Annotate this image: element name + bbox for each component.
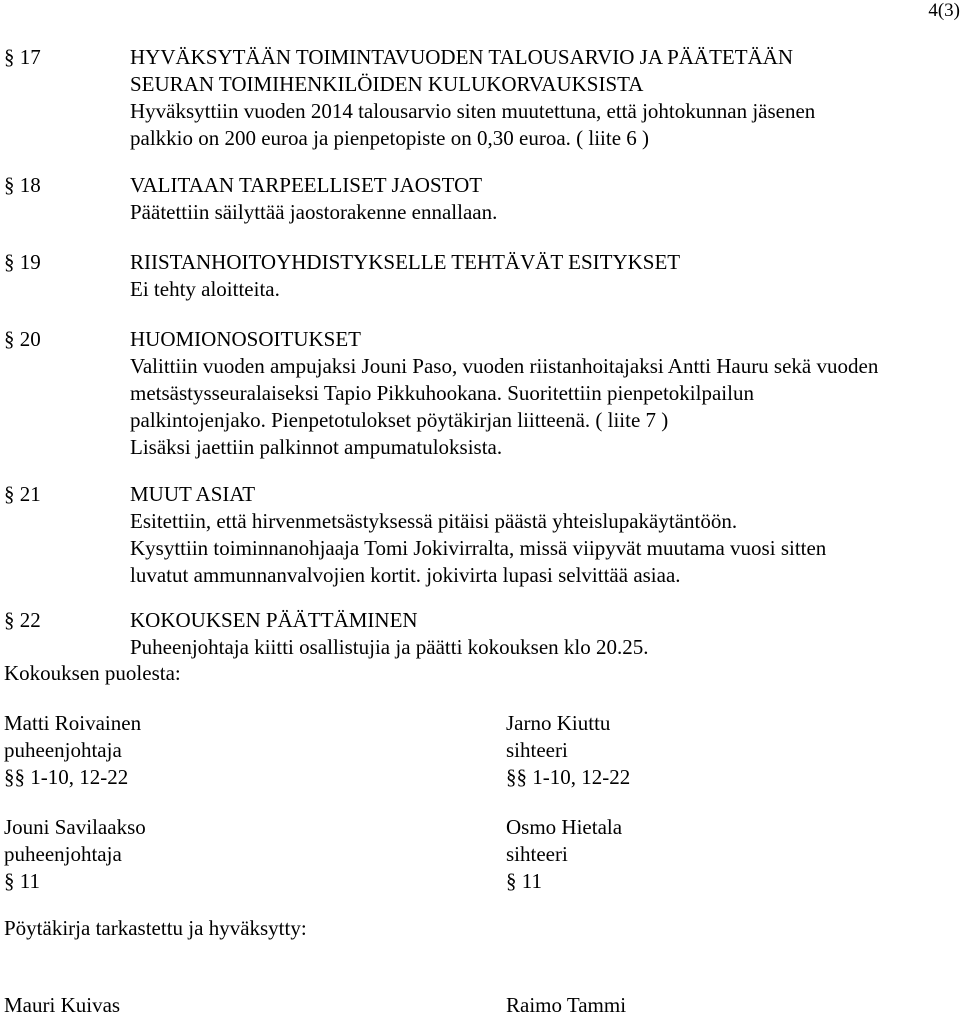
section-text: Esitettiin, että hirvenmetsästyksessä pitäisi päästä yhteislupakäytäntöön.: [130, 509, 738, 533]
signatory-role: puheenjohtaja: [4, 842, 122, 866]
section-text: Lisäksi jaettiin palkinnot ampumatuloksista.: [130, 435, 503, 459]
signatory-name: Matti Roivainen: [4, 711, 142, 735]
section-text: Valittiin vuoden ampujaksi Jouni Paso, vuoden riistanhoitajaksi Antti Hauru sekä vuoden: [130, 354, 879, 378]
section-body: [130, 607, 960, 661]
signatory-name: Jarno Kiuttu: [506, 711, 611, 735]
section-text: Päätettiin säilyttää jaostorakenne ennallaan.: [130, 200, 498, 224]
section-number: § 21: [4, 482, 41, 506]
section-text: luvatut ammunnanvalvojien kortit. jokivirta lupasi selvittää asiaa.: [130, 563, 681, 587]
section-text: palkkio on 200 euroa ja pienpetopiste on 0,30 euroa. ( liite 6 ): [130, 126, 650, 150]
section-heading: RIISTANHOITOYHDISTYKSELLE TEHTÄVÄT ESITYKSET: [130, 250, 681, 274]
signatory-name: Jouni Savilaakso: [4, 815, 146, 839]
section-number: § 17: [4, 45, 41, 69]
section-text: Hyväksyttiin vuoden 2014 talousarvio siten muutettuna, että johtokunnan jäsenen: [130, 99, 816, 123]
section-text: Kysyttiin toiminnanohjaaja Tomi Jokivirralta, missä viipyvät muutama vuosi sitten: [130, 536, 827, 560]
signatory-role: sihteeri: [506, 842, 568, 866]
section-heading: MUUT ASIAT: [130, 482, 256, 506]
section-heading: HUOMIONOSOITUKSET: [130, 327, 361, 351]
signatory-sections: § 11: [506, 869, 542, 893]
signatory-sections: § 11: [4, 869, 40, 893]
section-number: § 20: [4, 327, 41, 351]
section-text: Puheenjohtaja kiitti osallistujia ja päätti kokouksen klo 20.25.: [130, 635, 649, 659]
signature-block: [4, 814, 146, 895]
section-text: metsästysseuralaiseksi Tapio Pikkuhookana. Suoritettiin pienpetokilpailun: [130, 381, 754, 405]
signatory-name: Osmo Hietala: [506, 815, 623, 839]
page-number: 4(3): [928, 0, 960, 21]
section-number: § 22: [4, 608, 41, 632]
section-body: [130, 481, 960, 589]
section-text: palkintojenjako. Pienpetotulokset pöytäkirjan liitteenä. ( liite 7 ): [130, 408, 669, 432]
section-heading: VALITAAN TARPEELLISET JAOSTOT: [130, 173, 483, 197]
section-heading: HYVÄKSYTÄÄN TOIMINTAVUODEN TALOUSARVIO JA PÄÄTETÄÄN: [130, 45, 794, 69]
signatory-sections: §§ 1-10, 12-22: [506, 765, 631, 789]
signatory-role: puheenjohtaja: [4, 738, 122, 762]
reviewer-name: Mauri Kuivas: [4, 993, 121, 1017]
signatory-role: sihteeri: [506, 738, 568, 762]
section-number: § 18: [4, 173, 41, 197]
section-text: Ei tehty aloitteita.: [130, 277, 280, 301]
section-body: [130, 326, 960, 461]
reviewed-label: Pöytäkirja tarkastettu ja hyväksytty:: [4, 916, 307, 940]
section-body: [130, 249, 960, 303]
signature-block: [506, 710, 630, 791]
section-number: § 19: [4, 250, 41, 274]
signatory-sections: §§ 1-10, 12-22: [4, 765, 129, 789]
signature-block: [4, 710, 141, 791]
section-body: [130, 44, 960, 152]
signature-block: [506, 814, 622, 895]
section-body: [130, 172, 960, 226]
section-heading: SEURAN TOIMIHENKILÖIDEN KULUKORVAUKSISTA: [130, 72, 644, 96]
on-behalf-label: Kokouksen puolesta:: [4, 661, 181, 685]
reviewer-name: Raimo Tammi: [506, 993, 627, 1017]
section-heading: KOKOUKSEN PÄÄTTÄMINEN: [130, 608, 418, 632]
